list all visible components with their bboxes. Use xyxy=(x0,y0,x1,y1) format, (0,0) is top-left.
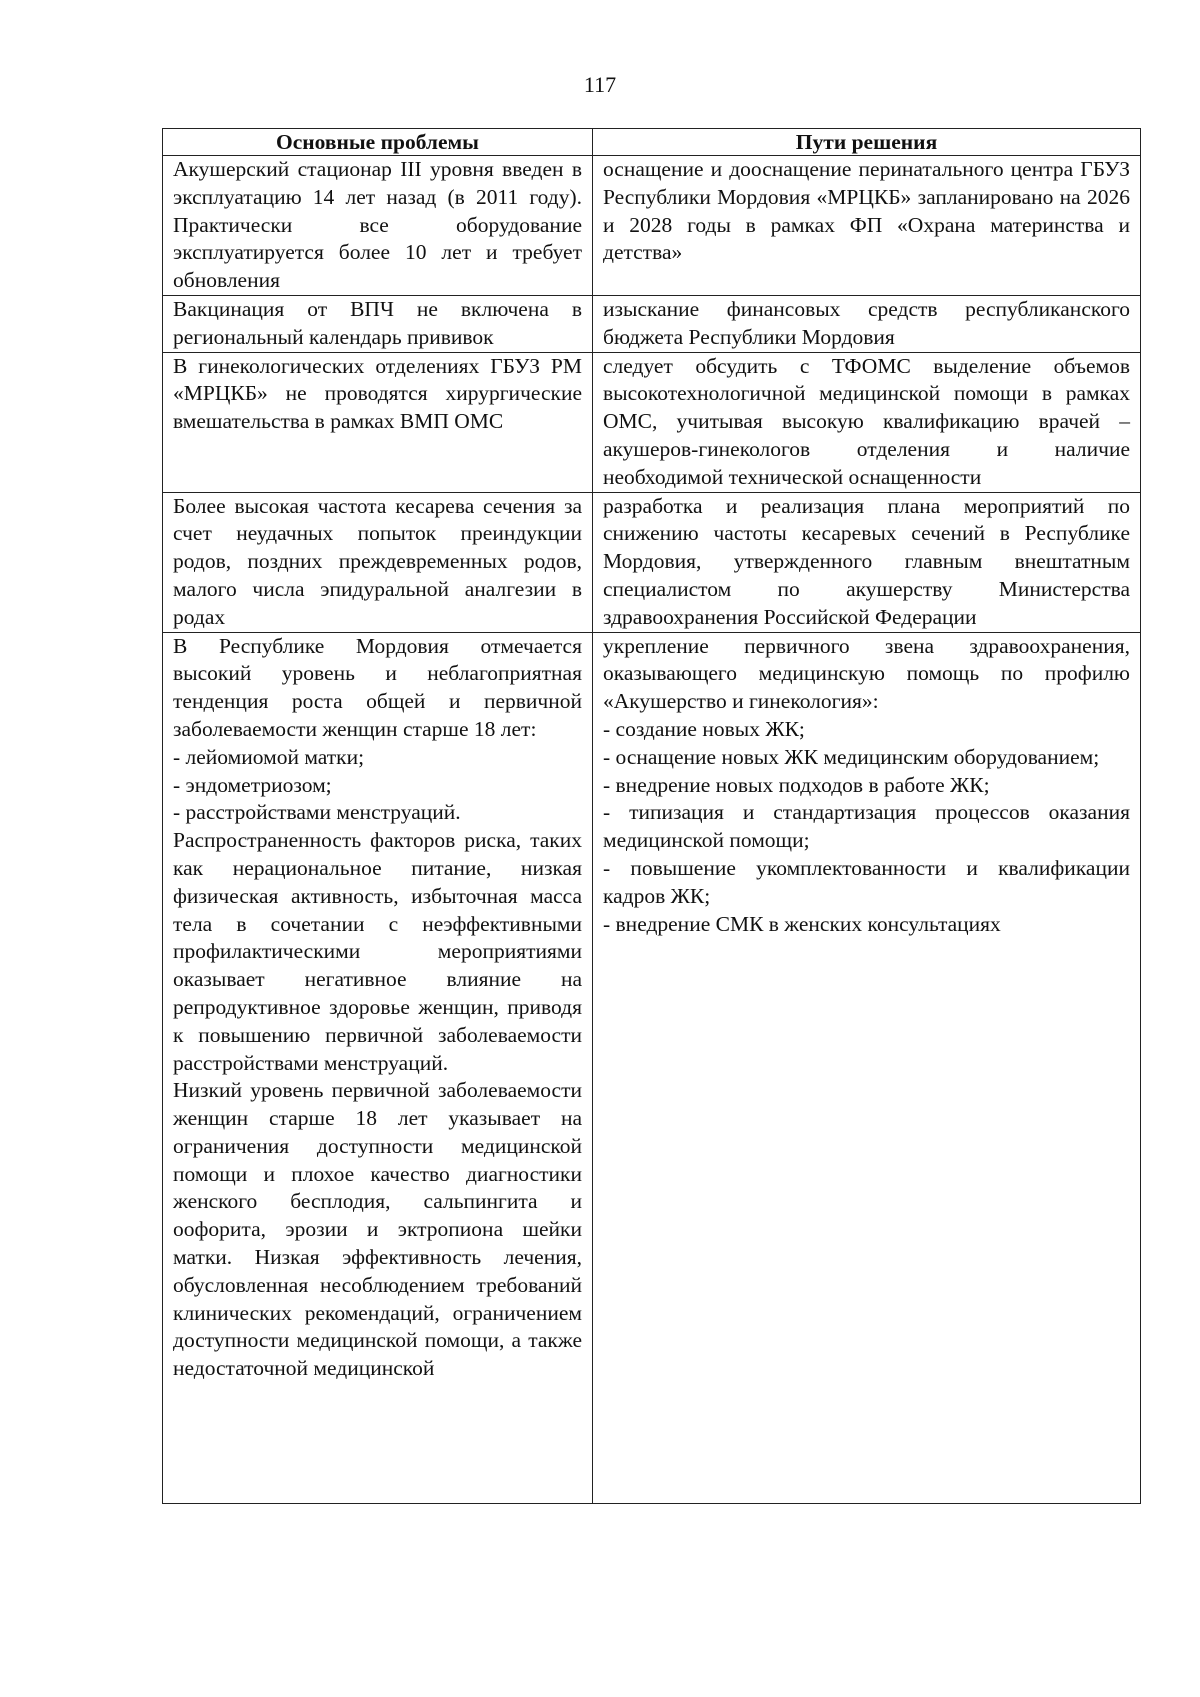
solution-list-item: - повышение укомплектованности и квалификации кадров ЖК; xyxy=(603,855,1130,908)
problem-list-item: - эндометриозом; xyxy=(173,772,332,797)
solution-list-item: - типизация и стандартизация процессов оказания медицинской помощи; xyxy=(603,800,1130,853)
problem-paragraph: Более высокая частота кесарева сечения за счет неудачных попыток преиндукции родов, поздних преждевременных родов, малого числа эпидуральной аналгезии в родах xyxy=(173,493,582,629)
problem-paragraph: В Республике Мордовия отмечается высокий уровень и неблагоприятная тенденция роста общей и первичной заболеваемости женщин старше 18 лет: xyxy=(173,633,582,741)
solution-list-item: - оснащение новых ЖК медицинским оборудованием; xyxy=(603,744,1100,769)
solution-cell xyxy=(593,156,1141,296)
problems-solutions-table xyxy=(162,128,1141,1504)
solution-list-item: - внедрение СМК в женских консультациях xyxy=(603,911,1001,936)
solution-cell xyxy=(593,492,1141,632)
problem-cell xyxy=(163,295,593,352)
problem-cell xyxy=(163,156,593,296)
problem-cell xyxy=(163,632,593,1503)
table-row xyxy=(163,352,1141,492)
problem-cell xyxy=(163,492,593,632)
solution-cell xyxy=(593,352,1141,492)
solution-paragraph: следует обсудить с ТФОМС выделение объемов высокотехнологичной медицинской помощи в рамках ОМС, учитывая высокую квалификацию врачей – акушеров-гинекологов отделения и наличие необходимой технической оснащенности xyxy=(603,353,1130,489)
column-header-solutions: Пути решения xyxy=(593,129,1141,156)
column-header-problems: Основные проблемы xyxy=(163,129,593,156)
solution-list-item: - создание новых ЖК; xyxy=(603,716,805,741)
problem-paragraph: Вакцинация от ВПЧ не включена в региональный календарь прививок xyxy=(173,296,582,349)
page-number: 117 xyxy=(583,72,617,97)
problem-list-item: - расстройствами менструаций. xyxy=(173,800,461,825)
table-header-row xyxy=(163,129,1141,156)
solution-list-item: - внедрение новых подходов в работе ЖК; xyxy=(603,772,990,797)
solution-paragraph: укрепление первичного звена здравоохранения, оказывающего медицинскую помощь по профилю «Акушерство и гинекология»: xyxy=(603,633,1130,714)
solution-cell xyxy=(593,632,1141,1503)
table-row xyxy=(163,156,1141,296)
solution-paragraph: изыскание финансовых средств республиканского бюджета Республики Мордовия xyxy=(603,296,1130,349)
table-row xyxy=(163,492,1141,632)
solution-paragraph: оснащение и дооснащение перинатального центра ГБУЗ Республики Мордовия «МРЦКБ» запланировано на 2026 и 2028 годы в рамках ФП «Охрана материнства и детства» xyxy=(603,157,1130,265)
problem-paragraph: Акушерский стационар III уровня введен в эксплуатацию 14 лет назад (в 2011 году). Практически все оборудование эксплуатируется более 10 лет и требует обновления xyxy=(173,157,582,293)
table-row xyxy=(163,632,1141,1503)
solution-paragraph: разработка и реализация плана мероприятий по снижению частоты кесаревых сечений в Республике Мордовия, утвержденного главным внештатным специалистом по акушерству Министерства здравоохранения Российской Федерации xyxy=(603,493,1130,629)
problem-paragraph: Распространенность факторов риска, таких как нерациональное питание, низкая физическая активность, избыточная масса тела в сочетании с неэффективными профилактическими мероприятиями оказывает негативное влияние на репродуктивное здоровье женщин, приводя к повышению первичной заболеваемости расстройствами менструаций. xyxy=(173,828,582,1075)
solution-cell xyxy=(593,295,1141,352)
problem-paragraph: Низкий уровень первичной заболеваемости женщин старше 18 лет указывает на ограничения доступности медицинской помощи и плохое качество диагностики женского бесплодия, сальпингита и оофорита, эрозии и эктропиона шейки матки. Низкая эффективность лечения, обусловленная несоблюдением требований клинических рекомендаций, ограничением доступности медицинской помощи, а также недостаточной медицинской xyxy=(173,1078,582,1381)
problem-cell xyxy=(163,352,593,492)
problem-paragraph: В гинекологических отделениях ГБУЗ РМ «МРЦКБ» не проводятся хирургические вмешательства в рамках ВМП ОМС xyxy=(173,353,582,434)
problem-list-item: - лейомиомой матки; xyxy=(173,744,365,769)
table-row xyxy=(163,295,1141,352)
